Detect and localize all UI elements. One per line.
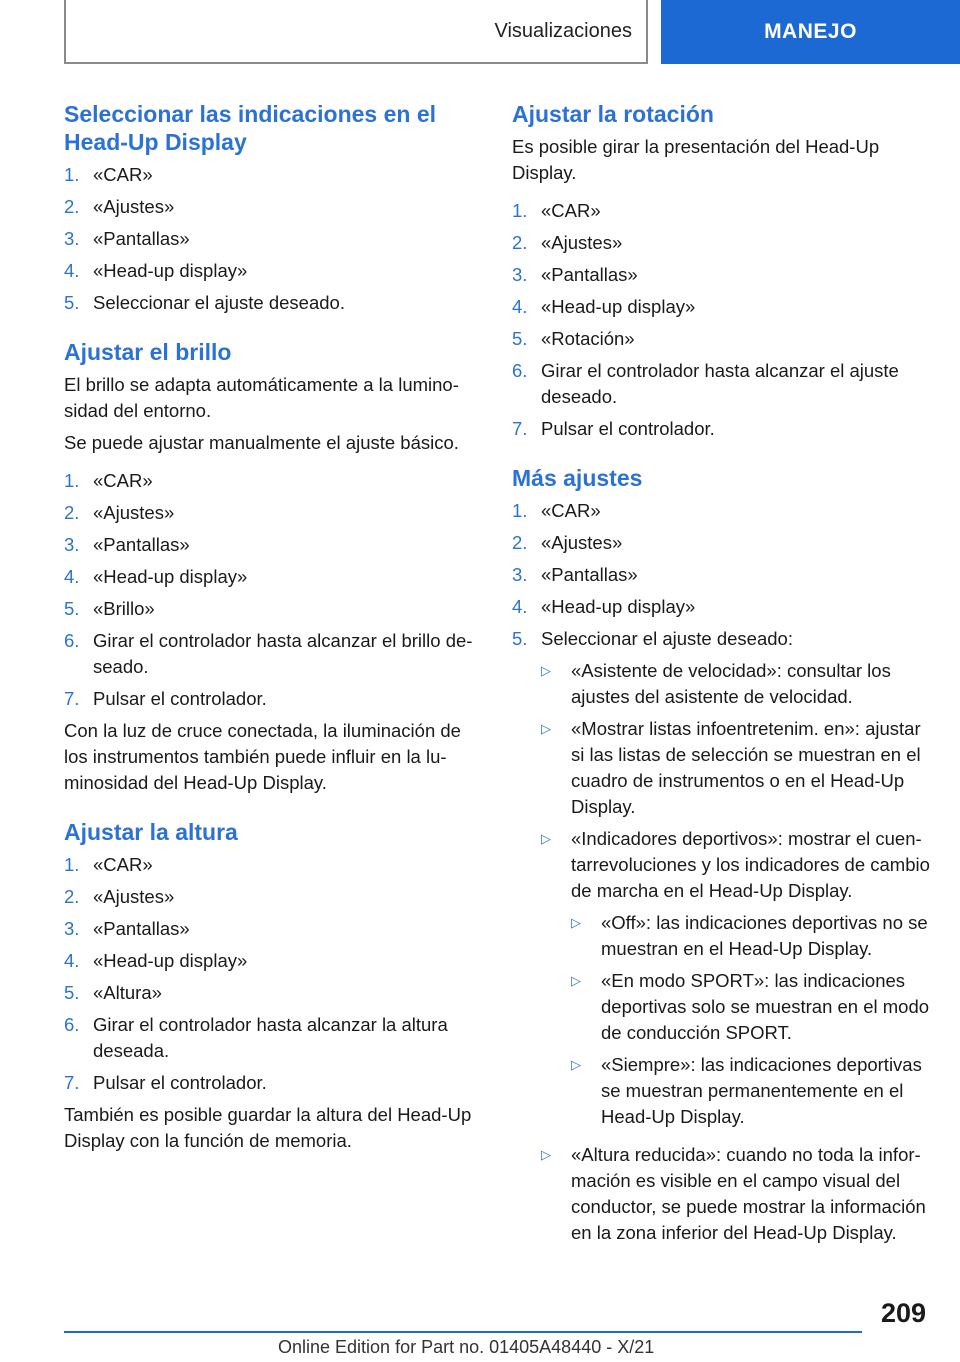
bullet-item [541,826,932,1136]
step-item [512,594,932,620]
step-item [64,948,480,974]
step-text: «CAR» [93,164,153,185]
bullet-text: «Mostrar listas infoentretenim. en»: ajustar si las listas de selección se muestran en el cuadro de instrumentos o en el Head-Up Display. [571,718,921,817]
step-item [64,564,480,590]
step-number: 3. [512,564,528,585]
step-item [64,226,480,252]
sub-bullet-list [571,910,932,1130]
step-text: «Pantallas» [93,534,190,555]
paragraph: Es posible girar la presentación del Head-Up Display. [512,136,880,183]
step-number: 1. [64,854,80,875]
step-number: 6. [64,630,80,651]
steps-mas-ajustes [512,498,932,1252]
step-item [64,916,480,942]
step-text: «Ajustes» [93,886,175,907]
step-number: 1. [64,164,80,185]
step-item [64,852,480,878]
step-text: «CAR» [93,854,153,875]
sub-bullet-text: «Off»: las indicaciones deportivas no se muestran en el Head-Up Display. [601,912,928,959]
step-item [64,194,480,220]
step-number: 4. [64,950,80,971]
section-tab-manejo[interactable]: MANEJO [661,0,960,64]
step-item [64,500,480,526]
step-text: «Altura» [93,982,162,1003]
triangle-bullet-icon: ▷ [541,721,551,736]
step-item [64,532,480,558]
step-number: 7. [64,1072,80,1093]
step-item [64,468,480,494]
heading-mas-ajustes: Más ajustes [512,465,643,491]
heading-ajustar-brillo: Ajustar el brillo [64,339,232,365]
step-text: «Ajustes» [93,196,175,217]
step-number: 5. [512,628,528,649]
step-number: 5. [64,292,80,313]
step-text: «Head-up display» [541,296,696,317]
step-text: Girar el controlador hasta alcanzar la altura deseada. [93,1014,448,1061]
step-text: «Brillo» [93,598,155,619]
steps-seleccionar [64,162,480,316]
step-content [541,626,932,1252]
step-number: 1. [64,470,80,491]
step-text: «CAR» [93,470,153,491]
step-text: Girar el controlador hasta alcanzar el brillo deseado. [93,630,473,677]
step-number: 4. [64,566,80,587]
step-item [64,596,480,622]
page-number: 209 [880,1298,926,1328]
sub-bullet-text: «En modo SPORT»: las indicaciones deportivas solo se muestran en el modo de conducción SPORT. [601,970,930,1043]
step-item [64,1012,480,1064]
step-text: «Head-up display» [93,950,248,971]
triangle-bullet-icon: ▷ [541,831,551,846]
step-number: 2. [64,886,80,907]
bullet-content [571,826,932,1136]
paragraph: Se puede ajustar manualmente el ajuste básico. [64,432,459,453]
steps-rotacion [512,198,932,442]
triangle-bullet-icon: ▷ [571,915,581,930]
bullet-text: «Indicadores deportivos»: mostrar el cuentarrevoluciones y los indicadores de cambio de marcha en el Head-Up Display. [571,828,930,901]
step-number: 2. [64,502,80,523]
bullet-text: «Asistente de velocidad»: consultar los ajustes del asistente de velocidad. [571,660,891,707]
step-number: 3. [64,918,80,939]
step-item [512,416,932,442]
step-number: 1. [512,500,528,521]
step-item [512,262,932,288]
step-item [64,980,480,1006]
step-number: 6. [64,1014,80,1035]
step-text: «Ajustes» [541,532,623,553]
bullet-item [541,1142,932,1246]
step-number: 2. [64,196,80,217]
step-number: 1. [512,200,528,221]
heading-seleccionar-indicaciones: Seleccionar las indicaciones en el Head-Up Display [64,101,437,155]
step-number: 3. [512,264,528,285]
step-number: 7. [512,418,528,439]
step-text: Pulsar el controlador. [541,418,715,439]
paragraph: También es posible guardar la altura del Head-Up Display con la función de memoria. [64,1104,472,1151]
step-item [64,686,480,712]
step-number: 3. [64,228,80,249]
bullet-list [541,658,932,1246]
step-text: «CAR» [541,200,601,221]
step-text: Pulsar el controlador. [93,688,267,709]
step-number: 2. [512,532,528,553]
step-item [512,358,932,410]
step-text: «Pantallas» [541,564,638,585]
step-item [512,498,932,524]
step-text: «Head-up display» [93,260,248,281]
step-item [64,258,480,284]
step-text: «Pantallas» [93,918,190,939]
step-item [512,562,932,588]
footer-edition: Online Edition for Part no. 01405A48440 - X/21 [278,1337,655,1357]
step-text: «Head-up display» [541,596,696,617]
step-number: 3. [64,534,80,555]
step-text: «Ajustes» [93,502,175,523]
sub-bullet-item [571,1052,932,1130]
bullet-item [541,658,932,710]
triangle-bullet-icon: ▷ [541,663,551,678]
step-item [512,294,932,320]
bullet-item [541,716,932,820]
step-text: Seleccionar el ajuste deseado. [93,292,345,313]
step-number: 5. [64,982,80,1003]
step-item [64,628,480,680]
sub-bullet-text: «Siempre»: las indicaciones deportivas se muestran permanentemente en el Head-Up Display. [601,1054,922,1127]
paragraph: El brillo se adapta automáticamente a la luminosidad del entorno. [64,374,459,421]
triangle-bullet-icon: ▷ [571,973,581,988]
bullet-text: «Altura reducida»: cuando no toda la información es visible en el campo visual del conductor, se puede mostrar la información en la zona inferior del Head-Up Display. [571,1144,926,1243]
sub-bullet-item [571,968,932,1046]
left-column [64,100,480,1160]
step-text: «Rotación» [541,328,635,349]
header-title-box [64,0,648,64]
header-title: Visualizaciones [494,19,632,42]
step-item [64,162,480,188]
step-text: «Ajustes» [541,232,623,253]
step-item [512,626,932,1252]
footer-divider [64,1331,862,1333]
sub-bullet-item [571,910,932,962]
step-number: 4. [512,596,528,617]
step-item [64,290,480,316]
step-item [64,1070,480,1096]
step-number: 4. [64,260,80,281]
step-text: «Pantallas» [93,228,190,249]
step-text: «Head-up display» [93,566,248,587]
step-number: 4. [512,296,528,317]
step-item [512,530,932,556]
step-number: 5. [512,328,528,349]
step-item [512,230,932,256]
step-number: 2. [512,232,528,253]
steps-altura [64,852,480,1096]
heading-ajustar-altura: Ajustar la altura [64,819,238,845]
steps-brillo [64,468,480,712]
heading-ajustar-rotacion: Ajustar la rotación [512,101,714,127]
step-text: «CAR» [541,500,601,521]
step-number: 5. [64,598,80,619]
right-column [512,100,932,1258]
step-text: «Pantallas» [541,264,638,285]
step-text: Pulsar el controlador. [93,1072,267,1093]
paragraph: Con la luz de cruce conectada, la iluminación de los instrumentos también puede influir en la luminosidad del Head-Up Display. [64,720,461,793]
triangle-bullet-icon: ▷ [541,1147,551,1162]
step-item [512,198,932,224]
step-item [512,326,932,352]
step-text: Seleccionar el ajuste deseado: [541,628,793,649]
step-number: 7. [64,688,80,709]
step-item [64,884,480,910]
triangle-bullet-icon: ▷ [571,1057,581,1072]
step-text: Girar el controlador hasta alcanzar el ajuste deseado. [541,360,899,407]
step-number: 6. [512,360,528,381]
